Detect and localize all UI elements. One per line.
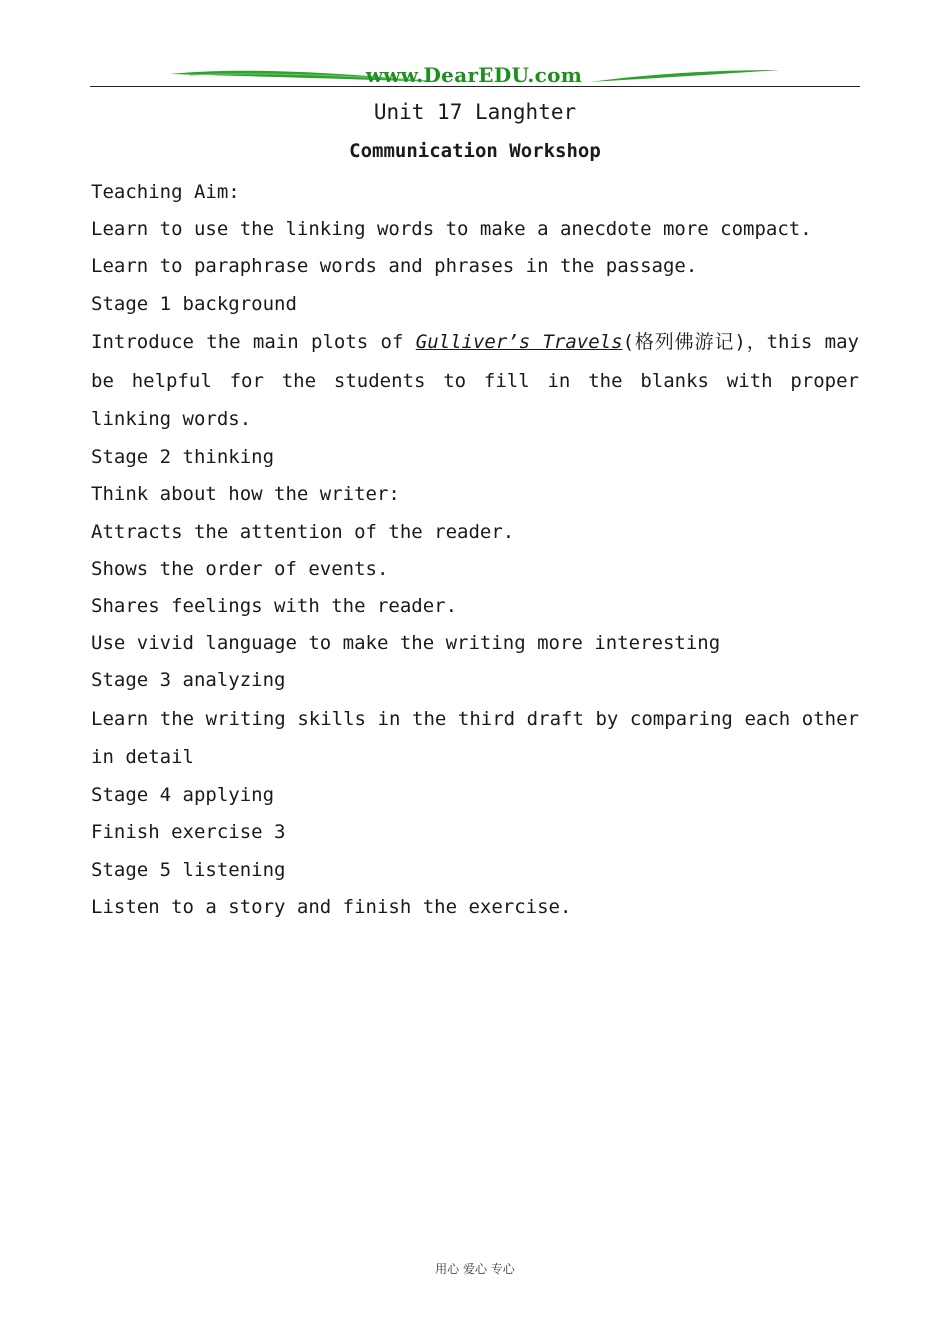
stage-3-paragraph: Learn the writing skills in the third draft by comparing each other in detail — [91, 707, 859, 769]
intro-prefix: Introduce the main plots of — [91, 330, 416, 353]
site-logo: www.DearEDU.com — [365, 63, 583, 87]
aim-line-1: Learn to use the linking words to make a anecdote more compact. — [91, 218, 812, 241]
stage-5-heading: Stage 5 listening — [91, 858, 286, 881]
think-about-line: Think about how the writer: — [91, 483, 400, 506]
thinking-point-2: Shows the order of events. — [91, 557, 389, 580]
thinking-point-3: Shares feelings with the reader. — [91, 595, 458, 618]
stage-1-paragraph — [91, 323, 859, 439]
thinking-point-4: Use vivid language to make the writing more interesting — [91, 632, 721, 655]
stage-5-text: Listen to a story and finish the exercise. — [91, 895, 572, 918]
stage-4-heading: Stage 4 applying — [91, 784, 275, 807]
thinking-point-1: Attracts the attention of the reader. — [91, 520, 515, 543]
stage-1-heading: Stage 1 background — [91, 292, 297, 315]
stage-4-text: Finish exercise 3 — [91, 821, 286, 844]
page-title: Unit 17 Langhter — [373, 100, 577, 124]
teaching-aim-heading: Teaching Aim: — [91, 181, 240, 203]
stage-2-heading: Stage 2 thinking — [91, 446, 275, 469]
header-rule — [90, 86, 860, 87]
aim-line-2: Learn to paraphrase words and phrases in the passage. — [91, 255, 698, 278]
right-swoosh-icon — [590, 66, 780, 88]
book-title: Gulliver’s Travels — [415, 330, 623, 353]
page-subtitle: Communication Workshop — [349, 140, 601, 162]
page-footer: 用心 爱心 专心 — [435, 1262, 515, 1276]
header-banner — [90, 62, 860, 92]
document-body — [91, 174, 859, 926]
stage-3-heading: Stage 3 analyzing — [91, 669, 286, 692]
intro-rest: (格列佛游记)，this may be helpful for the students to fill in the blanks with proper linking words. — [91, 330, 859, 431]
